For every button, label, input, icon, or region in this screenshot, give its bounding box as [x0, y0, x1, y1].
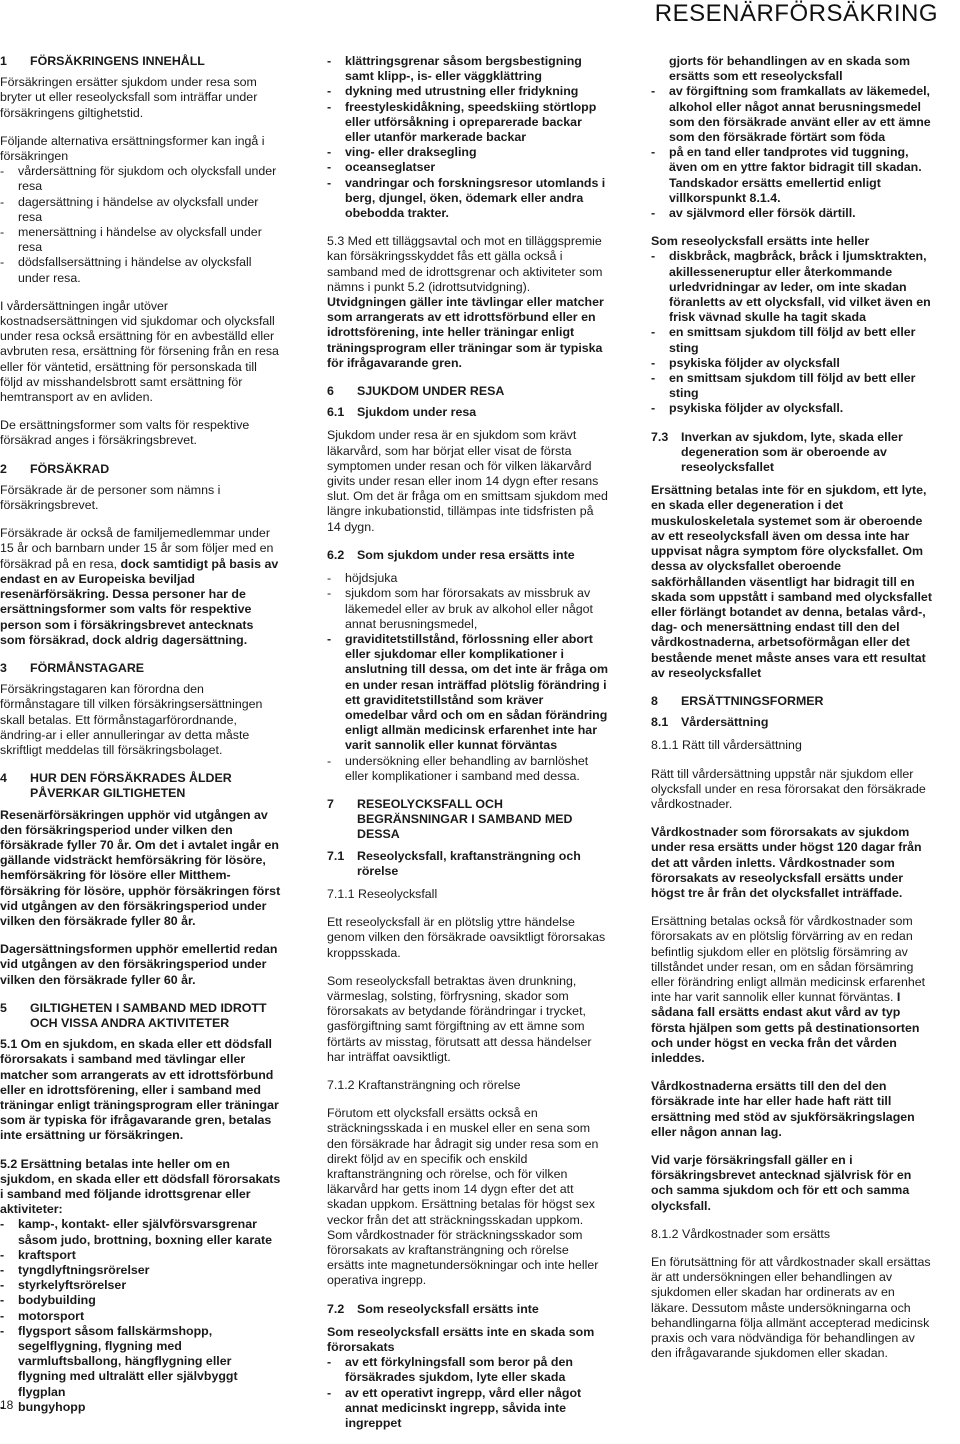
paragraph: Vårdkostnaderna ersätts till den del den försäkrade inte har eller hade haft rätt till ersättning med stöd av sjukförsäkringslagen eller någon annan lag.: [651, 1079, 915, 1139]
section-heading: 8 ERSÄTTNINGSFORMER: [651, 693, 824, 708]
section-heading: 3 FÖRMÅNSTAGARE: [0, 660, 145, 675]
list-item: - en smittsam sjukdom till följd av bett eller sting: [651, 325, 933, 355]
subsection-heading: 6.1 Sjukdom under resa: [327, 405, 477, 420]
sub-heading: 8.1.2 Vårdkostnader som ersätts: [651, 1226, 831, 1241]
paragraph: gjorts för behandlingen av en skada som ersätts som ett reseolycksfall: [669, 54, 910, 84]
section-heading: 2 FÖRSÄKRAD: [0, 461, 110, 476]
paragraph: Sjukdom under resa är en sjukdom som krävt läkarvård, som har börjat eller visat de första symptomen under resan och för vilken läkarvård givits under resan eller inom 14 dygn efter resans slut. Om det är fråga om en smittsam sjukdom med längre inkubationstid, tillämpas inte tidsfristen på 14 dygn.: [327, 428, 608, 534]
column-2: [327, 54, 609, 1444]
paragraph: Försäkringstagaren kan förordna den förmånstagare till vilken försäkringsersättningen skall betalas. Ett förmånstagarförordnande, ändring-ar i eller annulleringar av detta måste skriftligt meddelas till försäkringsbolaget.: [0, 682, 263, 757]
paragraph: Ersättning betalas också för vårdkostnader som förorsakats av en plötslig förvärring av en redan befintlig sjukdom eller en plötslig försämring av tillståndet under resan, om en sådan försämring eller förändring enligt allmän medicinsk erfarenhet inte har varit sannolik eller kunnat förväntas. I sådana fall ersätts endast akut vård av typ första hjälpen som getts på destinationsorten och under högst en vecka från det vården inleddes.: [651, 914, 926, 1065]
section-heading: 5 GILTIGHETEN I SAMBAND MED IDROTT OCH VISSA ANDRA AKTIVITETER: [0, 1000, 267, 1030]
paragraph: Som reseolycksfall ersätts inte heller: [651, 234, 870, 249]
subsection-heading: 6.2 Som sjukdom under resa ersätts inte: [327, 547, 575, 562]
list-item: - dykning med utrustning eller fridykning: [327, 84, 609, 99]
list-item: - bungyhopp: [0, 1400, 282, 1415]
paragraph: Vårdkostnader som förorsakats av sjukdom under resa ersätts under högst 120 dagar från det att vården inletts. Vårdkostnader som förorsakats av reseolycksfall ersätts under högst tre år från det olycksfallet inträffade.: [651, 825, 922, 900]
list: [0, 164, 282, 286]
list-item: - tyngdlyftningsrörelser: [0, 1263, 282, 1278]
section-heading: 7 RESEOLYCKSFALL OCH BEGRÄNSNINGAR I SAMBAND MED DESSA: [327, 796, 573, 842]
section-heading: 4 HUR DEN FÖRSÄKRADES ÅLDER PÅVERKAR GILTIGHETEN: [0, 771, 232, 801]
paragraph: En förutsättning för att vårdkostnader skall ersättas är att undersökningen eller behandlingen av sjukdomen eller skadan har ordinerats av en läkare. Dessutom måste undersökningarna och behandlingarna följa allmänt accepterad medicinsk praxis och vara nödvändiga för behandlingen av den ifrågavarande sjukdomen eller skadan.: [651, 1255, 931, 1361]
column-1: [0, 54, 282, 1428]
page-number: 18: [0, 1398, 14, 1412]
list-item: - sjukdom som har förorsakats av missbruk av läkemedel eller av bruk av alkohol eller något annat berusningsmedel,: [327, 586, 609, 632]
section-heading: 1 FÖRSÄKRINGENS INNEHÅLL: [0, 54, 205, 68]
paragraph: Rätt till vårdersättning uppstår när sjukdom eller olycksfall under en resa förorsakat den försäkrade vårdkostnader.: [651, 766, 926, 811]
list-item: - av förgiftning som framkallats av läkemedel, alkohol eller något annat berusningsmedel som den försäkrade använt eller av ett ämne som den försäkrade förtärt som föda: [651, 84, 933, 145]
paragraph: I vårdersättningen ingår utöver kostnadsersättningen vid sjukdomar och olycksfall under resa också ersättning för en avbeställd eller avbruten resa, ersättning för försening från en resa eller för väntetid, ersättning för personskada till följd av misshandelsbrott samt ersättning för hemtransport av en avliden.: [0, 298, 279, 405]
list-item: - motorsport: [0, 1309, 282, 1324]
paragraph: Ett reseolycksfall är en plötslig yttre händelse genom vilken den försäkrade oavsiktligt förorsakas kroppsskada.: [327, 915, 606, 960]
list-item: - freestyleskidåkning, speedskiing störtlopp eller utförsåkning i opreparerade backar eller utanför markerade backar: [327, 100, 609, 146]
subsection-heading: 7.2 Som reseolycksfall ersätts inte: [327, 1301, 539, 1316]
list-item: - dödsfallsersättning i händelse av olycksfall under resa.: [0, 255, 282, 285]
page-header: RESENÄRFÖRSÄKRING: [654, 0, 938, 27]
list-item: - bodybuilding: [0, 1293, 282, 1308]
list-item: - oceanseglatser: [327, 160, 609, 175]
list-item: - graviditetstillstånd, förlossning eller abort eller sjukdomar eller komplikationer i anslutning till dessa, om det inte är fråga om en under resan inträffad plötslig förändring i ett graviditetstillstånd som kräver omedelbar vård och om en sådan förändring enligt allmän medicinsk erfarenhet inte har varit sannolik eller kunnat förväntas: [327, 632, 609, 754]
list-item: - kamp-, kontakt- eller självförsvarsgrenar såsom judo, brottning, boxning eller karate: [0, 1217, 282, 1247]
list-item: - vårdersättning för sjukdom och olycksfall under resa: [0, 164, 282, 194]
sub-heading: 7.1.1 Reseolycksfall: [327, 886, 438, 901]
list-item: - kraftsport: [0, 1248, 282, 1263]
list: [651, 249, 933, 416]
list-item: - menersättning i händelse av olycksfall under resa: [0, 225, 282, 255]
list-item: - på en tand eller tandprotes vid tuggning, även om en yttre faktor bidragit till skadan. Tandskador ersätts emellertid enligt villkorspunkt 8.1.4.: [651, 145, 933, 206]
paragraph: Resenärförsäkringen upphör vid utgången av den försäkringsperiod under vilken den försäkrade fyller 70 år. Om det i avtalet ingår en gällande vidsträckt hemförsäkring för lösöre, hemförsäkring för lösöre eller Mitthem-försäkring för lösöre, upphör försäkringen först vid utgången av den försäkringsperiod under vilken den försäkrade fyller 80 år.: [0, 807, 281, 928]
list-item: - dagersättning i händelse av olycksfall under resa: [0, 195, 282, 225]
column-3: [651, 54, 933, 1374]
list-item: - vandringar och forskningsresor utomlands i berg, djungel, öken, ödemark eller andra obebodda trakter.: [327, 176, 609, 222]
list-item: - flygsport såsom fallskärmshopp, segelflygning, flygning med varmluftsballong, hängflygning eller flygning med ultralätt eller självbyggt flygplan: [0, 1324, 282, 1400]
list: [327, 571, 609, 784]
list: [651, 84, 933, 221]
paragraph: 5.2 Ersättning betalas inte heller om en sjukdom, en skada eller ett dödsfall förorsakats i samband med följande idrottsgrenar eller aktiviteter:: [0, 1156, 281, 1217]
section-heading: 6 SJUKDOM UNDER RESA: [327, 384, 505, 399]
paragraph: Försäkringen ersätter sjukdom under resa som bryter ut eller reseolycksfall som inträffar under försäkringens giltighetstid.: [0, 75, 258, 120]
paragraph: Som reseolycksfall betraktas även drunkning, värmeslag, solsting, förfrysning, skador som förorsakats av betydande förändringar i trycket, gasförgiftning samt förgiftning av ett ämne som förtärts av misstag, förutsatt att dessa händelser har inträffat oavsiktligt.: [327, 973, 592, 1064]
paragraph: Vid varje försäkringsfall gäller en i försäkringsbrevet antecknad självrisk för en och samma sjukdom och för ett och samma olycksfall.: [651, 1153, 912, 1213]
paragraph: Försäkrade är de personer som nämns i försäkringsbrevet.: [0, 482, 221, 513]
list-item: - undersökning eller behandling av barnlöshet eller komplikationer i samband med dessa.: [327, 754, 609, 784]
list-item: - ving- eller draksegling: [327, 145, 609, 160]
subsection-heading: 7.3 Inverkan av sjukdom, lyte, skada eller degeneration som är oberoende av reseolycksfallet: [651, 429, 903, 475]
paragraph: Dagersättningsformen upphör emellertid redan vid utgången av den försäkringsperiod under vilken den försäkrade fyller 60 år.: [0, 942, 278, 987]
list-item: - psykiska följder av olycksfall: [651, 356, 933, 371]
paragraph: Ersättning betalas inte för en sjukdom, ett lyte, en skada eller degeneration i det muskuloskeletala systemet som är oberoende av ett reseolycksfall även om dessa inte har uppvisat några symptom före olycksfallet. Om dessa av olycksfallet oberoende sakförhållanden väsentligt har bidragit till en skada som uppstått i samband med olycksfallet eller förlängt botandet av denna, betalas vård-, dag- och menersättning endast till den del vårdkostnaderna, arbetsoförmågan eller det bestående menet måste anses vara ett resultat av reseolycksfallet: [651, 483, 932, 680]
list-item: - psykiska följder av olycksfall.: [651, 401, 933, 416]
paragraph: 5.1 Om en sjukdom, en skada eller ett dödsfall förorsakats i samband med tävlingar eller matcher som arrangerats av ett idrottsförbund eller en idrottsförening, eller i samband med träningar enligt träningsprogram eller träningar som är typiska för ifrågavarande gren, betalas inte ersättning ur försäkringen.: [0, 1037, 279, 1143]
list-item: - av självmord eller försök därtill.: [651, 206, 933, 221]
paragraph: Följande alternativa ersättningsformer kan ingå i försäkringen: [0, 133, 265, 164]
list: [327, 54, 609, 221]
sub-heading: 8.1.1 Rätt till vårdersättning: [651, 738, 802, 753]
list-item: - en smittsam sjukdom till följd av bett eller sting: [651, 371, 933, 401]
paragraph: De ersättningsformer som valts för respektive försäkrad anges i försäkringsbrevet.: [0, 418, 250, 448]
subsection-heading: 8.1 Vårdersättning: [651, 715, 769, 730]
list-item: - av ett operativt ingrepp, vård eller något annat medicinskt ingrepp, såvida inte ingreppet: [327, 1386, 609, 1432]
sub-heading: 7.1.2 Kraftansträngning och rörelse: [327, 1077, 521, 1092]
list-item: - diskbråck, magbråck, bråck i ljumsktrakten, akillesseneruptur eller återkommande urledvridningar av leder, om inte skadan föranletts av ett olycksfall, vid vilket även en frisk vävnad skulle ha tagit skada: [651, 249, 933, 325]
paragraph: Förutom ett olycksfall ersätts också en sträckningsskada i en muskel eller en sena som den försäkrade har ådragit sig under resa som en direkt följd av en specifik och enskild kraftansträngning och rörelse, och för vilken läkarvård har getts inom 14 dygn efter det att skadan uppkom. Ersättning betalas för högst sex veckor från det att sträckningsskadan uppkom. Som vårdkostnader för sträckningsskador som förorsakats av kraftansträngning och rörelse ersätts inte magnetundersökningar och inte heller operativa ingrepp.: [327, 1106, 599, 1288]
paragraph: Försäkrade är också de familjemedlemmar under 15 år och barnbarn under 15 år som följer med en försäkrad på en resa, dock samtidigt på basis av endast en av Europeiska beviljad resenärförsäkring. Dessa personer har de ersättningsformer som valts för respektive person som i försäkringsbrevet antecknats som försäkrad, dock aldrig dagersättning.: [0, 526, 279, 647]
paragraph: 5.3 Med ett tilläggsavtal och mot en tilläggspremie kan försäkringsskyddet fås ett gälla också i samband med de idrottsgrenar och aktiviteter som nämns i punkt 5.2 (idrottsutvidgning). Utvidgningen gäller inte tävlingar eller matcher som arrangerats av ett idrottsförbund eller en idrottsförening, inte heller träningar enligt träningsprogram eller träningar som är typiska för ifrågavarande gren.: [327, 234, 604, 370]
list-item: - av ett förkylningsfall som beror på den försäkrades sjukdom, lyte eller skada: [327, 1355, 609, 1385]
list-item: - styrkelyftsrörelser: [0, 1278, 282, 1293]
list-item: - höjdsjuka: [327, 571, 609, 586]
list: [0, 1217, 282, 1415]
list-item: - klättringsgrenar såsom bergsbestigning samt klipp-, is- eller väggklättring: [327, 54, 609, 84]
subsection-heading: 7.1 Reseolycksfall, kraftansträngning och rörelse: [327, 848, 581, 878]
paragraph: Som reseolycksfall ersätts inte en skada som förorsakats: [327, 1324, 595, 1355]
